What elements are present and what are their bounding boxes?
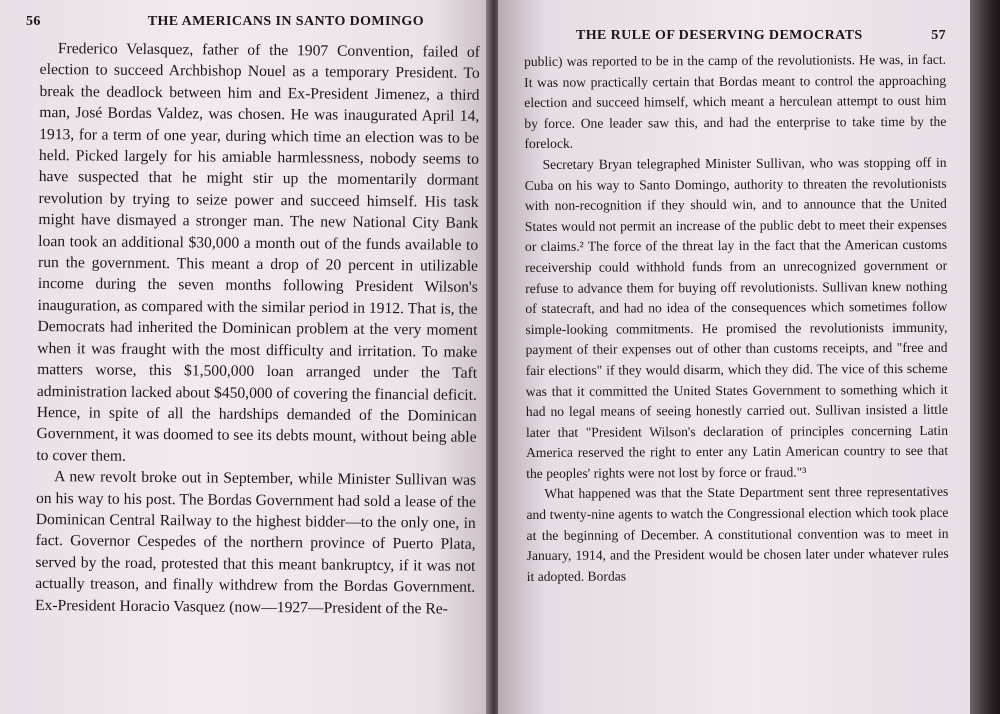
right-running-head: THE RULE OF DESERVING DEMOCRATS (576, 28, 863, 43)
left-running-head: THE AMERICANS IN SANTO DOMINGO (147, 14, 424, 29)
left-page-header (26, 14, 480, 30)
right-paragraph-2: Secretary Bryan telegraphed Minister Sullivan, who was stopping off in Cuba on his way to Santo Domingo, authority to threaten the revolutionists with non-recognition if they should win, and to announce that the United States would not permit an increase of the public debt to meet their expenses or claims.² The force of the threat lay in the fact that the American customs receivership could withhold funds from an unrecognized government or refuse to advance them for buying off revolutionists. Sullivan knew nothing of statecraft, and had no idea of the consequences which sometimes follow simple-looking commitments. He promised the revolutionists immunity, payment of their expenses out of other than customs receipts, and "free and fair elections" if they would disarm, which they did. The vice of this scheme was that it committed the United States Government to something which it had no legal means of seeing honestly carried out. Sullivan insisted a little later that "President Wilson's declaration of principles concerning Latin America reserved the right to enter any Latin American country to see that the peoples' rights were not lost by force or fraud."³ (524, 154, 949, 481)
left-page-number: 56 (26, 14, 41, 29)
right-page-header (524, 28, 946, 44)
left-page (0, 0, 490, 714)
right-page-number: 57 (931, 28, 946, 43)
right-paragraph-3: What happened was that the State Department sent three representatives and twenty-nine agents to watch the Congressional election which took place at the beginning of December. A constitutional convention was to meet in January, 1914, and the President would be chosen later under whatever rules it adopted. Bordas (526, 484, 949, 584)
right-paragraph-1: public) was reported to be in the camp of the revolutionists. He was, in fact. It was now practically certain that Bordas meant to control the approaching election and succeed himself, which meant a herculean attempt to oust him by force. One leader saw this, and had the enterprise to take time by the forelock. (524, 51, 947, 152)
right-page-body (524, 50, 949, 588)
left-page-body (35, 38, 480, 620)
right-page (498, 0, 970, 714)
left-paragraph-1: Frederico Velasquez, father of the 1907 Convention, failed of election to succeed Archbishop Nouel as a temporary President. To break the deadlock between him and Ex-President Jimenez, a third man, José Bordas Valdez, was chosen. He was inaugurated April 14, 1913, for a term of one year, during which time an election was to be held. Picked largely for his amiable harmlessness, nobody seems to have suspected that he might stir up the momentarily dormant revolution by trying to seize power and succeed himself. His task might have dismayed a stronger man. The new National City Bank loan took an additional $30,000 a month out of the funds available to run the government. This meant a drop of 20 percent in utilizable income during the seven months following President Wilson's inauguration, as compared with the similar period in 1912. That is, the Democrats had inherited the Dominican problem at the very moment when it was fraught with the most difficulty and irritation. To make matters worse, this $1,500,000 loan arranged under the Taft administration lacked about $450,000 of covering the financial deficit. Hence, in spite of all the hardships demanded of the Dominican Government, it was doomed to see its debts mount, without being able to cover them. (36, 40, 480, 465)
left-paragraph-2: A new revolt broke out in September, while Minister Sullivan was on his way to his post. The Bordas Government had sold a lease of the Dominican Central Railway to the highest bidder—to the only one, in fact. Governor Cespedes of the northern province of Puerto Plata, served by the road, protested that this meant bankruptcy, if it was not actually treason, and finally withdrew from the Bordas Government. Ex-President Horacio Vasquez (now—1927—President of the Re- (34, 468, 477, 618)
book-edge-shadow (970, 0, 1000, 714)
